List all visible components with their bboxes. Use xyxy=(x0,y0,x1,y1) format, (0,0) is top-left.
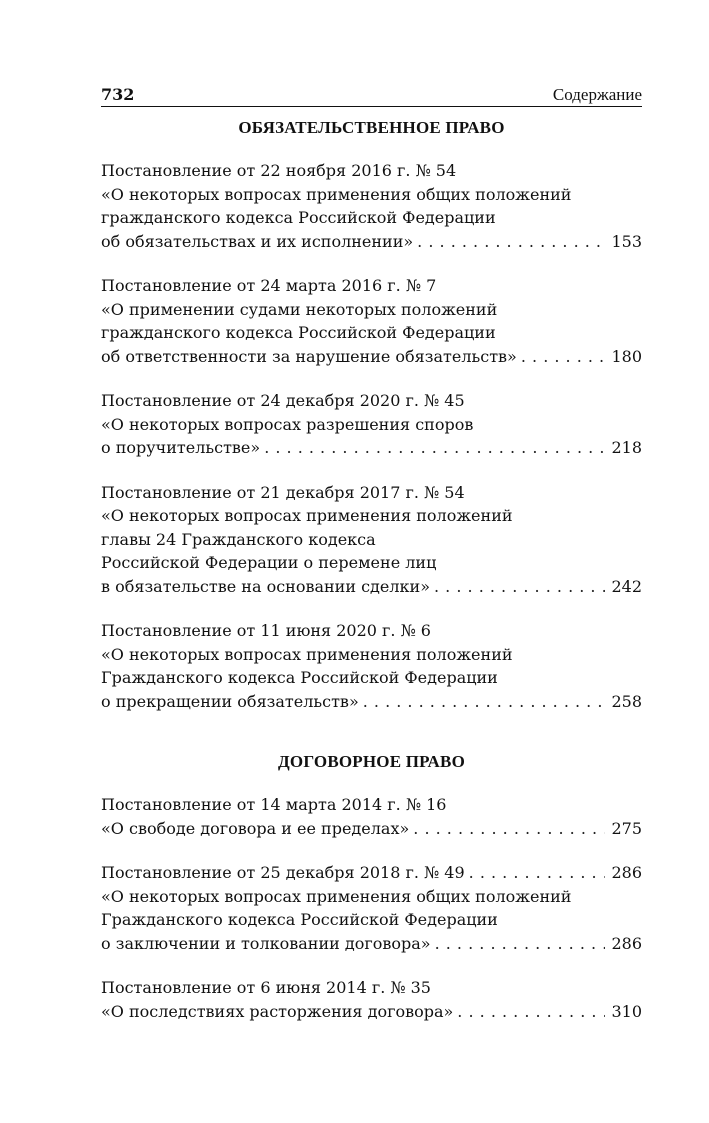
entry-line: Постановление от 14 марта 2014 г. № 16 xyxy=(101,795,447,814)
toc-entry[interactable] xyxy=(101,861,642,955)
section-contracts-entries xyxy=(101,793,642,1023)
entry-line: «О некоторых вопросах применения общих положений xyxy=(101,886,572,906)
entry-line: об ответственности за нарушение обязательств» xyxy=(101,346,517,366)
page-number: 732 xyxy=(101,85,135,104)
entry-line: «О некоторых вопросах применения положений xyxy=(101,644,513,664)
entry-page-number: 258 xyxy=(611,691,642,711)
entry-line: Постановление от 24 декабря 2020 г. № 45 xyxy=(101,391,465,410)
entry-page-number: 180 xyxy=(611,346,642,366)
toc-entry[interactable] xyxy=(101,619,642,713)
entry-page-number: 286 xyxy=(611,863,642,882)
entry-line: Постановление от 6 июня 2014 г. № 35 xyxy=(101,978,431,997)
toc-entry[interactable] xyxy=(101,389,642,460)
entry-line: Российской Федерации о перемене лиц xyxy=(101,553,437,572)
entry-line: Гражданского кодекса Российской Федерации xyxy=(101,910,498,929)
toc-entry[interactable] xyxy=(101,159,642,253)
toc-entry[interactable] xyxy=(101,274,642,368)
entry-line: главы 24 Гражданского кодекса xyxy=(101,529,376,549)
entry-line: «О свободе договора и ее пределах» xyxy=(101,818,410,838)
section-obligations-entries xyxy=(101,159,642,713)
entry-page-number: 218 xyxy=(611,438,642,457)
entry-line: о поручительстве» xyxy=(101,438,261,457)
entry-line: гражданского кодекса Российской Федерации xyxy=(101,208,496,227)
section-title-contracts: ДОГОВОРНОЕ ПРАВО xyxy=(278,752,465,771)
dot-leader xyxy=(457,1000,605,1024)
running-head xyxy=(101,84,642,107)
entry-line: Гражданского кодекса Российской Федерации xyxy=(101,668,498,687)
entry-line: в обязательстве на основании сделки» xyxy=(101,576,430,596)
section-title-obligations: ОБЯЗАТЕЛЬСТВЕННОЕ ПРАВО xyxy=(238,118,505,137)
dot-leader xyxy=(469,861,606,885)
toc-entry[interactable] xyxy=(101,976,642,1023)
dot-leader xyxy=(435,932,606,956)
dot-leader xyxy=(413,817,605,841)
entry-page-number: 242 xyxy=(611,576,642,596)
entry-line: об обязательствах и их исполнении» xyxy=(101,231,414,251)
entry-line: Постановление от 21 декабря 2017 г. № 54 xyxy=(101,482,465,502)
entry-line: гражданского кодекса Российской Федерации xyxy=(101,323,496,342)
entry-line: «О некоторых вопросах разрешения споров xyxy=(101,414,474,434)
toc-entry[interactable] xyxy=(101,481,642,599)
entry-line: «О применении судами некоторых положений xyxy=(101,299,498,319)
dot-leader xyxy=(521,345,606,369)
entry-line: Постановление от 24 марта 2016 г. № 7 xyxy=(101,276,437,295)
dot-leader xyxy=(264,436,605,460)
entry-page-number: 275 xyxy=(611,818,642,838)
entry-line: «О некоторых вопросах применения положений xyxy=(101,506,513,525)
toc-entry[interactable] xyxy=(101,793,642,840)
entry-line: Постановление от 25 декабря 2018 г. № 49 xyxy=(101,863,465,882)
dot-leader xyxy=(434,575,605,599)
entry-line: Постановление от 22 ноября 2016 г. № 54 xyxy=(101,161,457,180)
running-title: Содержание xyxy=(552,85,642,104)
toc-page xyxy=(101,84,642,1044)
entry-page-number: 153 xyxy=(611,231,642,251)
entry-line: «О последствиях расторжения договора» xyxy=(101,1001,454,1021)
entry-line: «О некоторых вопросах применения общих положений xyxy=(101,184,572,204)
dot-leader xyxy=(363,690,606,714)
dot-leader xyxy=(417,230,605,254)
entry-line: о заключении и толковании договора» xyxy=(101,933,431,953)
entry-line: Постановление от 11 июня 2020 г. № 6 xyxy=(101,621,431,640)
entry-page-number: 286 xyxy=(611,933,642,953)
entry-page-number: 310 xyxy=(611,1001,642,1021)
entry-line: о прекращении обязательств» xyxy=(101,691,359,711)
